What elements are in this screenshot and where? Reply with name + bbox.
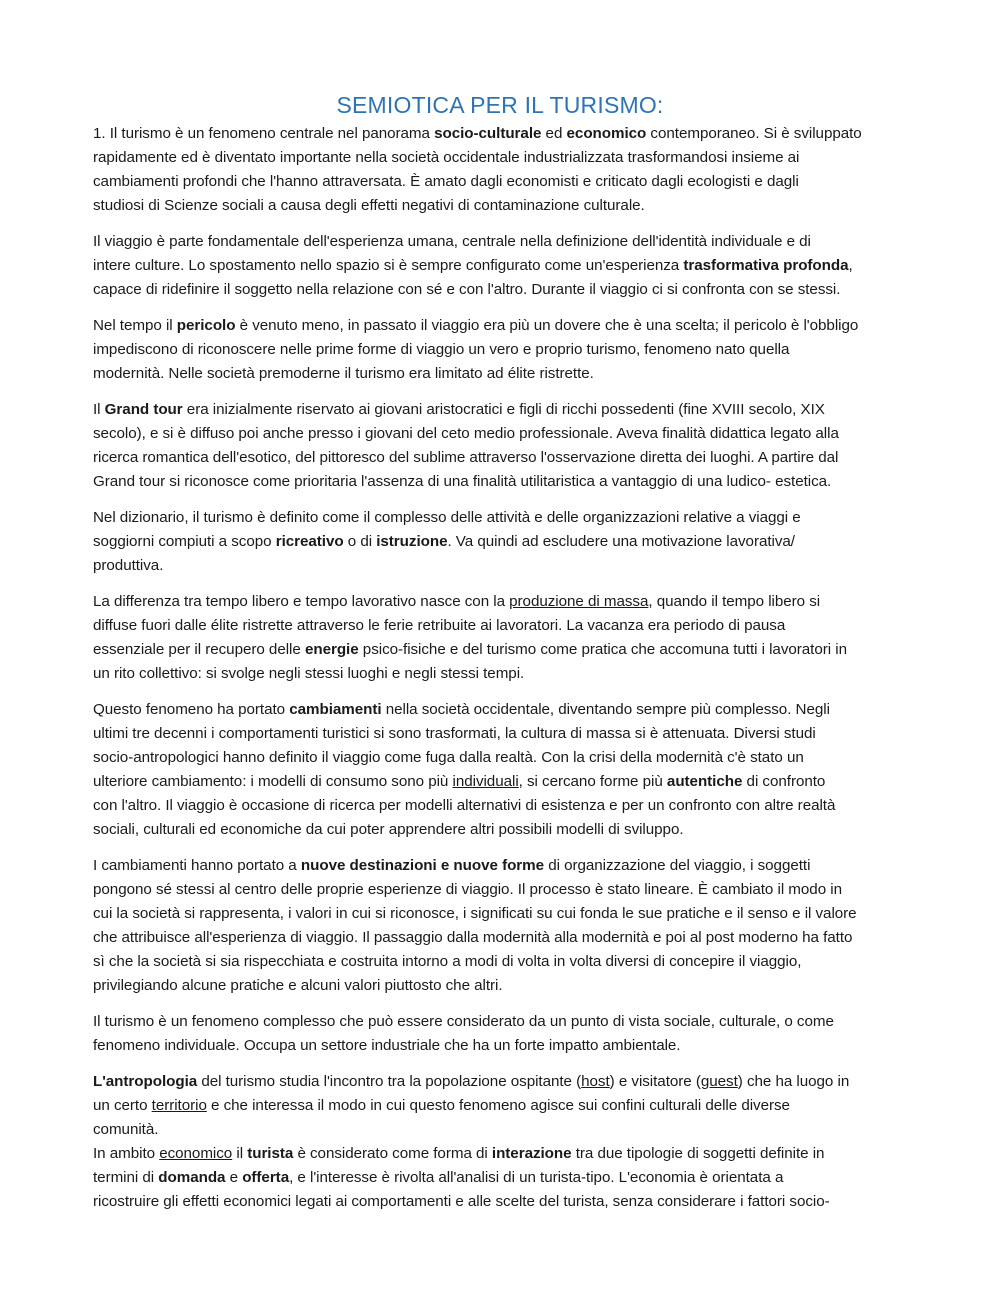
text-run: un rito collettivo: si svolge negli stessi luoghi e negli stessi tempi. [93,665,525,682]
text-run: ricostruire gli effetti economici legati ai comportamenti e alle scelte del turista, senza considerare i fattori socio- [93,1193,830,1210]
text-run: 1. Il turismo è un fenomeno centrale nel panorama [93,125,435,142]
bold-text: pericolo [176,317,236,334]
underlined-text: produzione di massa [509,593,649,610]
text-line [93,614,929,638]
bold-text: trasformativa profonda [683,257,849,274]
text-line [93,926,929,950]
paragraph [93,1010,929,1058]
text-line [93,506,929,530]
text-line [93,590,929,614]
text-line [93,722,929,746]
text-run: termini di [93,1169,159,1186]
text-line [93,1070,929,1094]
text-line [93,818,929,842]
text-run: Nel tempo il [93,317,177,334]
text-run: è considerato come forma di [293,1145,492,1162]
text-run: Nel dizionario, il turismo è definito come il complesso delle attività e delle organizzazioni relative a viaggi e [93,509,801,526]
text-run: studiosi di Scienze sociali a causa degli effetti negativi di contaminazione culturale. [93,197,645,214]
text-run: . Va quindi ad escludere una motivazione lavorativa/ [447,533,795,550]
text-line [93,422,929,446]
text-run: secolo), e si è diffuso poi anche presso i giovani del ceto medio professionale. Aveva finalità didattica legato alla [93,425,839,442]
text-line [93,278,929,302]
text-run: essenziale per il recupero delle [93,641,305,658]
underlined-text: economico [159,1145,233,1162]
text-run: , [848,257,853,274]
text-line [93,1118,929,1142]
text-run: , si cercano forme più [518,773,667,790]
text-run: cui la società si rappresenta, i valori in cui si riconosce, i significati su cui fonda le sue pratiche e il senso e il valore [93,905,857,922]
text-run: il [232,1145,248,1162]
underlined-text: territorio [151,1097,207,1114]
bold-text: nuove destinazioni e nuove forme [300,857,545,874]
text-run: comunità. [93,1121,159,1138]
text-run: rapidamente ed è diventato importante nella società occidentale industrializzata trasformandosi insieme ai [93,149,800,166]
bold-text: ricreativo [275,533,344,550]
text-run: nella società occidentale, diventando sempre più complesso. Negli [381,701,830,718]
text-line [93,1094,929,1118]
text-run: di organizzazione del viaggio, i soggetti [544,857,811,874]
paragraph [93,230,929,302]
text-run: psico-fisiche e del turismo come pratica che accomuna tutti i lavoratori in [358,641,847,658]
text-run: Il [93,401,105,418]
text-line [93,314,929,338]
text-line [93,530,929,554]
text-line [93,974,929,998]
text-run: ed [541,125,567,142]
underlined-text: host [581,1073,610,1090]
text-run: o di [343,533,377,550]
text-run: tra due tipologie di soggetti definite in [571,1145,825,1162]
document-body [93,122,929,1214]
paragraph [93,698,929,842]
text-line [93,230,929,254]
text-run: è venuto meno, in passato il viaggio era più un dovere che è una scelta; il pericolo è l'obbligo [235,317,859,334]
text-run: Grand tour si riconosce come prioritaria l'assenza di una finalità utilitaristica a vantaggio di una ludico- estetica. [93,473,832,490]
text-run: In ambito [93,1145,160,1162]
text-run: diffuse fuori dalle élite ristrette attraverso le ferie retribuite ai lavoratori. La vacanza era periodo di pausa [93,617,786,634]
text-run: del turismo studia l'incontro tra la popolazione ospitante ( [197,1073,582,1090]
underlined-text: individuali [452,773,519,790]
text-run: un certo [93,1097,152,1114]
text-run: soggiorni compiuti a scopo [93,533,276,550]
text-line [93,254,929,278]
text-run: sì che la società si sia rispecchiata e costruita intorno a modi di volta in volta diversi di concepire il viaggio, [93,953,802,970]
text-run: intere culture. Lo spostamento nello spazio si è sempre configurato come un'esperienza [93,257,684,274]
text-run: , e l'interesse è rivolta all'analisi di un turista-tipo. L'economia è orientata a [289,1169,784,1186]
paragraph [93,590,929,686]
paragraph [93,854,929,998]
paragraph [93,506,929,578]
text-run: contemporaneo. Si è sviluppato [646,125,862,142]
text-run: fenomeno individuale. Occupa un settore industriale che ha un forte impatto ambientale. [93,1037,681,1054]
bold-text: cambiamenti [289,701,382,718]
text-run: ) che ha luogo in [737,1073,850,1090]
text-line [93,902,929,926]
text-run: di confronto [742,773,826,790]
bold-text: socio-culturale [434,125,542,142]
text-line [93,146,929,170]
text-run: Il viaggio è parte fondamentale dell'esperienza umana, centrale nella definizione dell'identità individuale e di [93,233,811,250]
text-line [93,338,929,362]
bold-text: autentiche [666,773,743,790]
text-line [93,446,929,470]
text-run: cambiamenti profondi che l'hanno attraversata. È amato dagli economisti e criticato dagli ecologisti e dagli [93,173,799,190]
text-run: modernità. Nelle società premoderne il turismo era limitato ad élite ristrette. [93,365,594,382]
text-run: ultimi tre decenni i comportamenti turistici si sono trasformati, la cultura di massa si è attenuata. Diversi studi [93,725,816,742]
text-line [93,554,929,578]
text-line [93,878,929,902]
text-run: produttiva. [93,557,164,574]
text-line [93,122,929,146]
bold-text: L'antropologia [93,1073,198,1090]
text-run: Il turismo è un fenomeno complesso che può essere considerato da un punto di vista sociale, culturale, o come [93,1013,834,1030]
text-run: I cambiamenti hanno portato a [93,857,301,874]
bold-text: offerta [242,1169,290,1186]
text-line [93,746,929,770]
text-run: e [225,1169,243,1186]
bold-text: economico [566,125,647,142]
text-run: impediscono di riconoscere nelle prime forme di viaggio un vero e proprio turismo, fenomeno nato quella [93,341,790,358]
text-line [93,698,929,722]
bold-text: turista [247,1145,294,1162]
text-line [93,194,929,218]
text-line [93,1034,929,1058]
text-line [93,1142,929,1166]
paragraph [93,122,929,218]
text-run: che attribuisce all'esperienza di viaggio. Il passaggio dalla modernità alla modernità e poi al post moderno ha fatto [93,929,853,946]
text-line [93,470,929,494]
paragraph [93,314,929,386]
text-run: ulteriore cambiamento: i modelli di consumo sono più [93,773,453,790]
text-line [93,1166,929,1190]
paragraph [93,398,929,494]
document-title: SEMIOTICA PER IL TURISMO: [336,92,664,118]
text-run: , quando il tempo libero si [648,593,821,610]
bold-text: Grand tour [104,401,183,418]
text-run: ) e visitatore ( [609,1073,701,1090]
text-run: ricerca romantica dell'esotico, del pittoresco del sublime attraverso l'osservazione diretta dei luoghi. A partire dal [93,449,839,466]
text-run: La differenza tra tempo libero e tempo lavorativo nasce con la [93,593,510,610]
text-line [93,794,929,818]
bold-text: energie [304,641,359,658]
text-run: con l'altro. Il viaggio è occasione di ricerca per modelli alternativi di esistenza e per un confronto con altre realtà [93,797,836,814]
text-line [93,950,929,974]
bold-text: istruzione [376,533,448,550]
text-run: privilegiando alcune pratiche e alcuni valori piuttosto che altri. [93,977,503,994]
text-line [93,638,929,662]
text-line [93,362,929,386]
text-line [93,770,929,794]
text-run: Questo fenomeno ha portato [93,701,290,718]
paragraph [93,1070,929,1214]
text-run: socio-antropologici hanno definito il viaggio come fuga dalla realtà. Con la crisi della modernità c'è stato un [93,749,804,766]
text-line [93,662,929,686]
text-line [93,1190,929,1214]
text-line [93,170,929,194]
text-run: era inizialmente riservato ai giovani aristocratici e figli di ricchi possedenti (fine XVIII secolo, XIX [182,401,825,418]
text-line [93,398,929,422]
text-run: sociali, culturali ed economiche da cui poter apprendere altri possibili modelli di sviluppo. [93,821,684,838]
underlined-text: guest [700,1073,738,1090]
text-run: pongono sé stessi al centro delle proprie esperienze di viaggio. Il processo è stato lineare. È cambiato il modo in [93,881,842,898]
text-run: e che interessa il modo in cui questo fenomeno agisce sui confini culturali delle diverse [206,1097,790,1114]
text-line [93,854,929,878]
text-line [93,1010,929,1034]
bold-text: domanda [158,1169,226,1186]
bold-text: interazione [491,1145,572,1162]
text-run: capace di ridefinire il soggetto nella relazione con sé e con l'altro. Durante il viaggio ci si confronta con se stessi. [93,281,841,298]
